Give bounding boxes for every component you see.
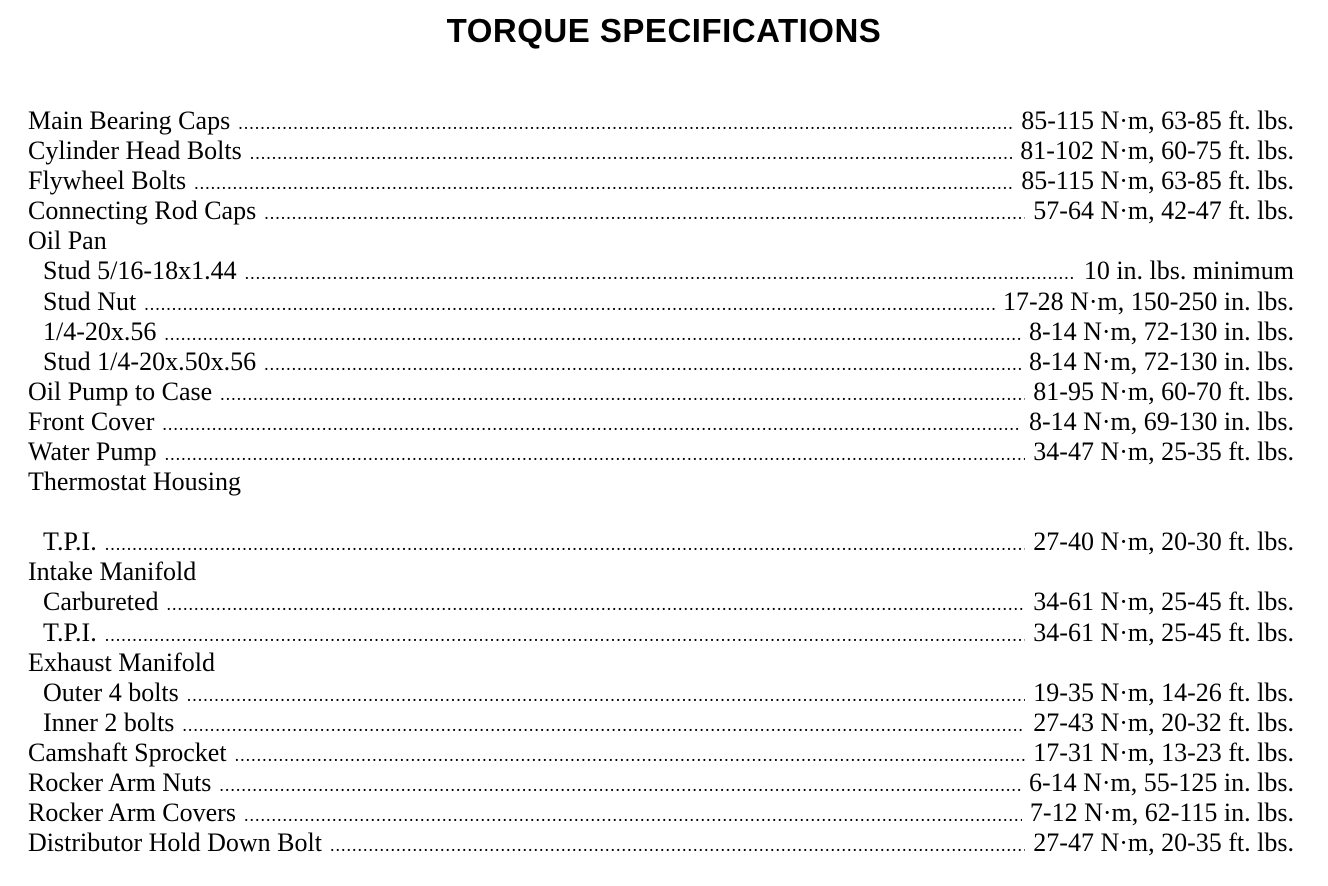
spec-value: 19-35 N·m, 14-26 ft. lbs. xyxy=(1033,677,1294,707)
spec-row-outer-4-bolts xyxy=(28,678,1294,708)
dot-leader xyxy=(187,680,1026,710)
spec-row-camshaft-sprocket xyxy=(28,738,1294,768)
spec-name: Rocker Arm Covers xyxy=(28,798,236,828)
spec-name: Water Pump xyxy=(28,437,157,467)
spec-list xyxy=(28,106,1294,858)
spec-value: 7-12 N·m, 62-115 in. lbs. xyxy=(1029,798,1294,828)
spec-name: Oil Pump to Case xyxy=(28,376,213,406)
dot-leader xyxy=(105,620,1026,650)
spec-value: 27-43 N·m, 20-32 ft. lbs. xyxy=(1033,707,1294,737)
spec-value: 6-14 N·m, 55-125 in. lbs. xyxy=(1028,767,1294,797)
spec-row-intake-tpi xyxy=(28,618,1294,648)
dot-leader xyxy=(250,138,1013,168)
dot-leader xyxy=(245,258,1076,288)
spec-row-stud-5-16 xyxy=(28,256,1294,286)
spec-name: Stud 5/16-18x1.44 xyxy=(43,256,237,286)
dot-leader xyxy=(105,529,1026,559)
dot-leader xyxy=(244,800,1022,830)
spec-value: 27-40 N·m, 20-30 ft. lbs. xyxy=(1033,527,1294,557)
spec-name: 1/4-20x.56 xyxy=(43,316,157,346)
spec-value: 8-14 N·m, 69-130 in. lbs. xyxy=(1028,406,1294,436)
spec-name: Stud 1/4-20x.50x.56 xyxy=(43,346,257,376)
spec-value: 34-61 N·m, 25-45 ft. lbs. xyxy=(1033,617,1294,647)
spec-heading-oil-pan xyxy=(28,226,1294,256)
spec-name: Camshaft Sprocket xyxy=(28,737,227,767)
spec-row-stud-1-4-20x50x56 xyxy=(28,347,1294,377)
dot-leader xyxy=(162,409,1021,439)
spec-value: 57-64 N·m, 42-47 ft. lbs. xyxy=(1033,196,1294,226)
spec-row-rocker-arm-nuts xyxy=(28,768,1294,798)
spec-row-inner-2-bolts xyxy=(28,708,1294,738)
spec-row-cylinder-head-bolts xyxy=(28,136,1294,166)
spec-value: 17-28 N·m, 150-250 in. lbs. xyxy=(1002,286,1294,316)
spacer xyxy=(28,497,1294,527)
dot-leader xyxy=(194,168,1013,198)
spec-group-heading: Thermostat Housing xyxy=(28,467,242,497)
spec-row-oil-pump-to-case xyxy=(28,377,1294,407)
spec-name: Flywheel Bolts xyxy=(28,166,187,196)
dot-leader xyxy=(182,710,1025,740)
spec-value: 34-47 N·m, 25-35 ft. lbs. xyxy=(1033,437,1294,467)
spec-value: 8-14 N·m, 72-130 in. lbs. xyxy=(1028,346,1294,376)
spec-row-rocker-arm-covers xyxy=(28,798,1294,828)
dot-leader xyxy=(165,439,1026,469)
dot-leader xyxy=(330,830,1025,860)
spec-value: 10 in. lbs. minimum xyxy=(1083,256,1294,286)
spec-value: 17-31 N·m, 13-23 ft. lbs. xyxy=(1033,737,1294,767)
page-title: TORQUE SPECIFICATIONS xyxy=(446,12,882,49)
spec-name: Outer 4 bolts xyxy=(43,677,179,707)
spec-group-heading: Oil Pan xyxy=(28,226,107,256)
spec-group-heading: Intake Manifold xyxy=(28,557,197,587)
spec-row-water-pump xyxy=(28,437,1294,467)
spec-value: 27-47 N·m, 20-35 ft. lbs. xyxy=(1033,828,1294,858)
spec-name: Rocker Arm Nuts xyxy=(28,767,212,797)
spec-name: Main Bearing Caps xyxy=(28,106,231,135)
spec-name: Distributor Hold Down Bolt xyxy=(28,828,322,858)
dot-leader xyxy=(144,289,995,319)
spec-heading-exhaust-manifold xyxy=(28,648,1294,678)
spec-row-connecting-rod-caps xyxy=(28,196,1294,226)
spec-row-thermostat-tpi xyxy=(28,527,1294,557)
spec-group-heading: Exhaust Manifold xyxy=(28,647,216,677)
spec-name: T.P.I. xyxy=(43,617,97,647)
spec-row-flywheel-bolts xyxy=(28,166,1294,196)
spec-name: T.P.I. xyxy=(43,527,97,557)
dot-leader xyxy=(264,198,1025,228)
spec-heading-thermostat-housing xyxy=(28,467,1294,497)
spec-name: Connecting Rod Caps xyxy=(28,196,257,226)
spec-row-1-4-20x56 xyxy=(28,317,1294,347)
dot-leader xyxy=(235,740,1026,770)
dot-leader xyxy=(220,379,1025,409)
spec-value: 81-102 N·m, 60-75 ft. lbs. xyxy=(1020,136,1294,166)
dot-leader xyxy=(164,319,1021,349)
dot-leader xyxy=(219,770,1021,800)
spec-heading-intake-manifold xyxy=(28,557,1294,587)
spec-row-front-cover xyxy=(28,407,1294,437)
spec-value: 85-115 N·m, 63-85 ft. lbs. xyxy=(1021,106,1294,135)
dot-leader xyxy=(264,349,1021,379)
spec-name: Carbureted xyxy=(43,587,159,617)
spec-row-main-bearing-caps xyxy=(28,106,1294,136)
spec-name: Front Cover xyxy=(28,406,155,436)
spec-name: Stud Nut xyxy=(43,286,137,316)
spec-name: Inner 2 bolts xyxy=(43,707,175,737)
spec-value: 85-115 N·m, 63-85 ft. lbs. xyxy=(1021,166,1294,196)
spec-value: 34-61 N·m, 25-45 ft. lbs. xyxy=(1033,587,1294,617)
dot-leader xyxy=(167,589,1026,619)
spec-value: 81-95 N·m, 60-70 ft. lbs. xyxy=(1033,376,1294,406)
spec-row-distributor-hold-down-bolt xyxy=(28,828,1294,858)
spec-value: 8-14 N·m, 72-130 in. lbs. xyxy=(1028,316,1294,346)
spec-name: Cylinder Head Bolts xyxy=(28,136,242,166)
dot-leader xyxy=(238,108,1013,138)
spec-row-stud-nut xyxy=(28,287,1294,317)
spec-row-carbureted xyxy=(28,587,1294,617)
